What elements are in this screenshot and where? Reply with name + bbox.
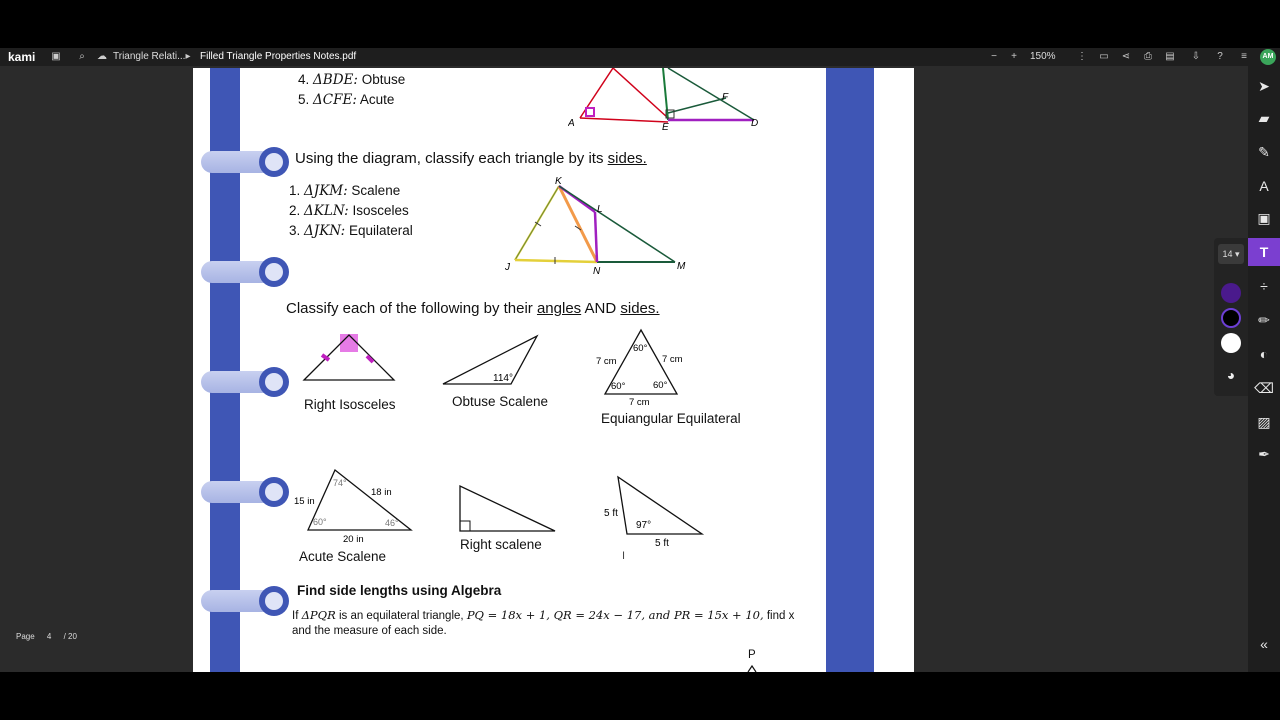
sides-heading: Using the diagram, classify each triangle by its sides.	[295, 150, 647, 167]
avatar[interactable]: AM	[1260, 49, 1276, 65]
angle-label: 60°	[653, 380, 668, 391]
side-label: 5 ft	[655, 538, 669, 549]
vertex-label: F	[722, 92, 729, 103]
side-label: 18 in	[371, 487, 392, 498]
sidebar-toggle-icon[interactable]: ▣	[51, 51, 61, 62]
side-label: 7 cm	[629, 397, 650, 408]
side-label: 7 cm	[662, 354, 683, 365]
zoom-level[interactable]: 150%	[1030, 51, 1056, 62]
algebra-title: Find side lengths using Algebra	[297, 583, 502, 598]
list-item: 1. ΔJKM: Scalene	[289, 183, 401, 199]
download-icon[interactable]: ⇩	[1191, 51, 1201, 62]
triangle-figure	[293, 466, 418, 546]
add-image-icon[interactable]: ▨	[1257, 414, 1271, 430]
pdf-page	[193, 68, 914, 672]
save-icon[interactable]: ▤	[1165, 51, 1175, 62]
palette-icon[interactable]: ◕	[1226, 367, 1236, 383]
shape-caption: Right scalene	[460, 537, 542, 552]
signature-tool-icon[interactable]: ✒	[1258, 446, 1270, 462]
font-size-select[interactable]: 14 ▾	[1218, 244, 1244, 264]
color-swatch-black[interactable]	[1221, 308, 1241, 328]
eraser-tool-icon[interactable]: ⌫	[1254, 380, 1274, 396]
vertex-label: J	[505, 262, 510, 273]
side-label: 7 cm	[596, 356, 617, 367]
vertex-label: M	[677, 261, 686, 272]
list-item: 5. ΔCFE: Acute	[298, 92, 395, 108]
angle-label: 97°	[636, 520, 652, 531]
vertex-label: D	[751, 118, 759, 129]
list-item: 3. ΔJKN: Equilateral	[289, 223, 413, 239]
color-swatch-purple[interactable]	[1221, 283, 1241, 303]
right-toolbar	[1248, 66, 1280, 672]
font-size-value: 14	[1222, 249, 1233, 259]
angle-label: 60°	[313, 517, 327, 527]
text-cursor-icon: I	[622, 550, 626, 562]
search-icon[interactable]: ⌕	[79, 51, 85, 62]
list-item: 4. ΔBDE: Obtuse	[298, 72, 406, 88]
open-folder-icon[interactable]: ▭	[1099, 51, 1109, 62]
chevron-right-icon: ▸	[185, 51, 191, 62]
shape-caption: Equiangular Equilateral	[601, 411, 741, 426]
drawing-tool-icon[interactable]: ✏	[1258, 312, 1270, 328]
collapse-toolbar-icon[interactable]: «	[1260, 636, 1268, 652]
binder-ring	[201, 147, 281, 177]
color-swatch-white[interactable]	[1221, 333, 1241, 353]
binder-ring	[201, 257, 281, 287]
algebra-problem-line1: If ΔPQR is an equilateral triangle, PQ = 18x + 1, QR = 24x − 17, and PR = 15x + 10, find x	[292, 608, 795, 622]
vertex-label: K	[555, 176, 562, 187]
sides-diagram	[503, 176, 703, 276]
binder-ring	[201, 586, 281, 616]
vertex-label: N	[593, 266, 601, 276]
page-total: / 20	[63, 632, 77, 641]
menu-icon[interactable]: ≡	[1241, 51, 1247, 62]
shape-caption: Right Isosceles	[304, 397, 396, 412]
share-icon[interactable]: ⋖	[1121, 51, 1131, 62]
angle-label: 114°	[493, 373, 513, 384]
zoom-dropdown-icon[interactable]: ⋮	[1077, 51, 1087, 62]
side-label: 5 ft	[604, 508, 618, 519]
equation-tool-icon[interactable]: ÷	[1260, 278, 1268, 294]
notebook-margin-stripe	[826, 68, 874, 672]
select-tool-icon[interactable]: ➤	[1258, 78, 1270, 94]
breadcrumb-folder[interactable]: Triangle Relati...	[113, 51, 186, 62]
side-label: 15 in	[294, 496, 315, 507]
angle-label: 46°	[385, 518, 399, 528]
kami-logo[interactable]: kami	[8, 50, 36, 64]
list-item: 2. ΔKLN: Isosceles	[289, 203, 409, 219]
vertex-label: P	[748, 649, 756, 661]
zoom-in-icon[interactable]: +	[1011, 51, 1017, 62]
angle-label: 60°	[633, 343, 648, 354]
angle-label: 60°	[611, 381, 626, 392]
text-options-flyout	[1214, 238, 1248, 396]
angle-label: 74°	[333, 478, 347, 488]
shape-caption: Acute Scalene	[299, 549, 387, 564]
shapes-tool-icon[interactable]: ◐	[1259, 346, 1269, 362]
triangle-apex	[746, 664, 758, 672]
vertex-label: L	[597, 204, 603, 215]
zoom-out-icon[interactable]: −	[991, 51, 997, 62]
shape-caption: Obtuse Scalene	[452, 394, 549, 409]
cloud-drive-icon[interactable]: ☁	[97, 51, 107, 62]
top-toolbar	[0, 48, 1280, 66]
triangle-figure	[301, 330, 401, 385]
page-current[interactable]: 4	[46, 632, 52, 641]
comment-icon[interactable]: ▣	[1257, 210, 1271, 226]
triangle-figure	[441, 332, 541, 388]
triangle-figure	[601, 472, 706, 552]
triangle-figure	[593, 326, 693, 408]
vertex-label: A	[568, 118, 575, 129]
highlighter-tool-icon[interactable]: ▰	[1258, 110, 1270, 126]
marker-tool-icon[interactable]: ✎	[1258, 144, 1270, 160]
text-annotation-icon[interactable]: A	[1259, 178, 1269, 194]
vertex-label: E	[662, 122, 669, 130]
algebra-problem-line2: and the measure of each side.	[292, 625, 447, 637]
side-label: 20 in	[343, 534, 364, 545]
text-tool-icon[interactable]: T	[1248, 238, 1280, 266]
file-name[interactable]: Filled Triangle Properties Notes.pdf	[200, 51, 357, 62]
print-icon[interactable]: ⎙	[1144, 51, 1152, 62]
triangle-figure	[457, 484, 557, 536]
help-icon[interactable]: ?	[1217, 51, 1223, 62]
binder-ring	[201, 477, 281, 507]
binder-ring	[201, 367, 281, 397]
angles-diagram	[568, 68, 768, 130]
classify-heading: Classify each of the following by their angles AND sides.	[286, 300, 660, 317]
page-label: Page	[16, 632, 35, 641]
page-indicator	[16, 632, 87, 641]
